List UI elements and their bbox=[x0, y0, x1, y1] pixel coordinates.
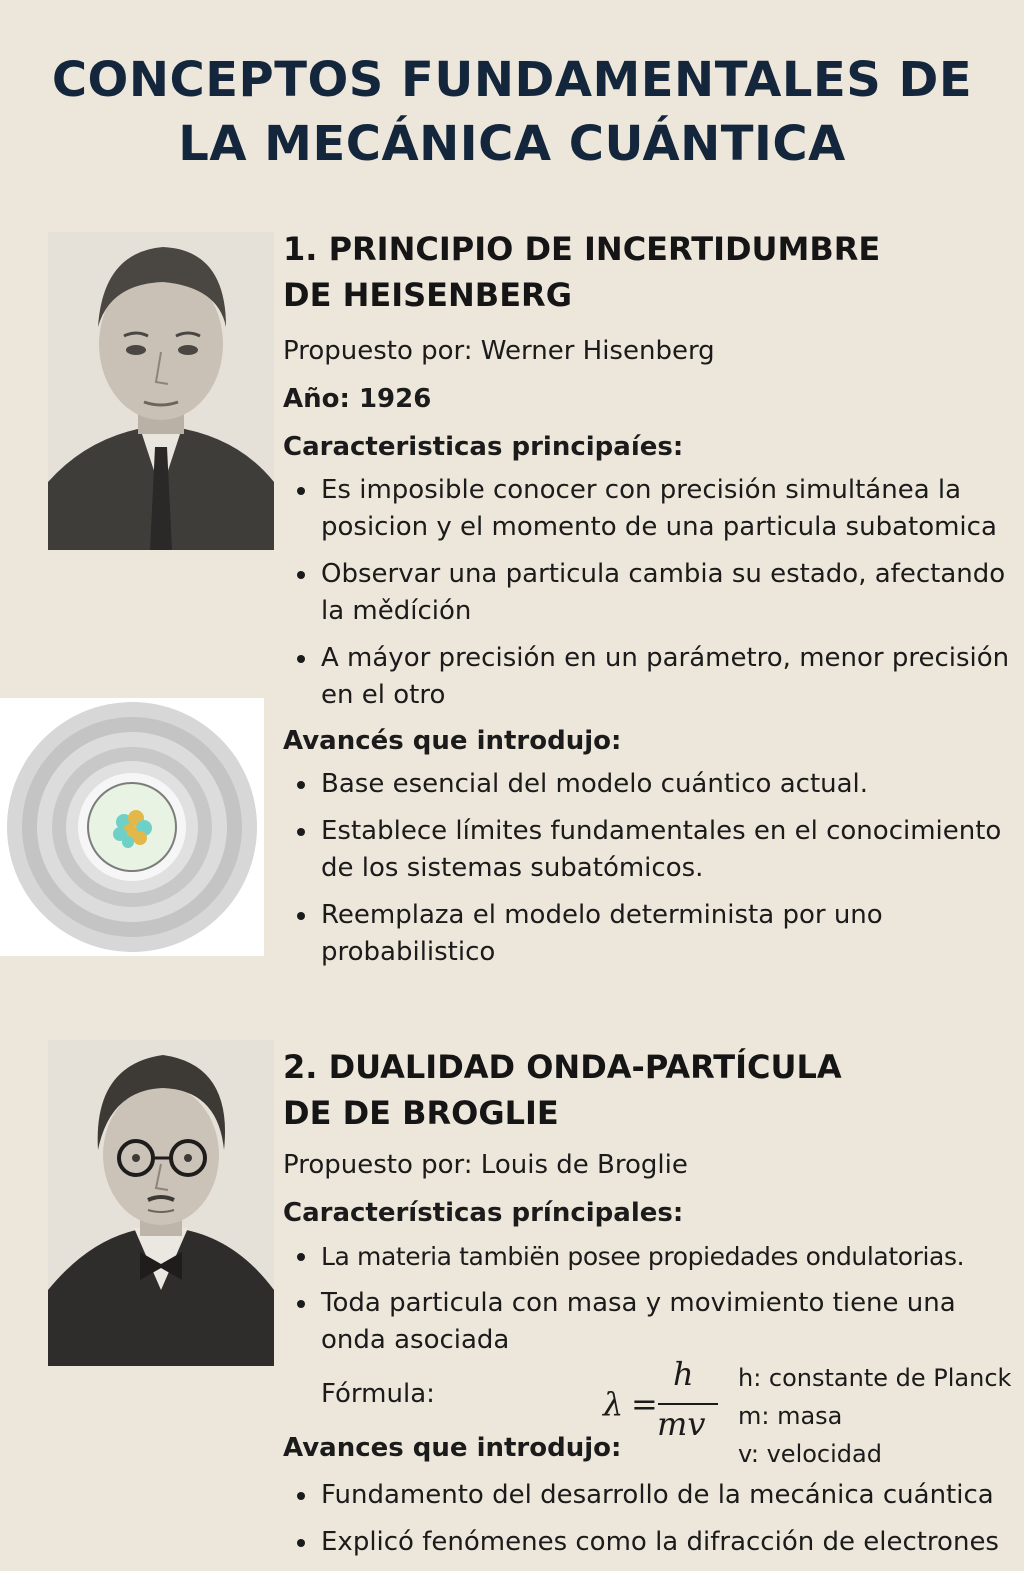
heisenberg-portrait bbox=[48, 232, 274, 550]
list-item: Fundamento del desarrollo de la mecánica cuántica bbox=[283, 1477, 1013, 1514]
formula-numerator: h bbox=[673, 1355, 694, 1393]
list-item: Observar una particula cambia su estado, afectando la mědíción bbox=[283, 556, 1013, 630]
list-item: Toda particula con masa y movimiento tiene una onda asociada bbox=[283, 1285, 1013, 1359]
section-2-features-label: Características príncipales: bbox=[283, 1198, 684, 1228]
legend-item: m: masa bbox=[738, 1402, 843, 1430]
legend-item: h: constante de Planck bbox=[738, 1364, 1012, 1392]
formula-equals: = bbox=[631, 1385, 658, 1423]
section-2-heading-line-1: 2. DUALIDAD ONDA-PARTÍCULA bbox=[283, 1048, 842, 1086]
list-item: Reemplaza el modelo determinista por uno probabilistico bbox=[283, 897, 1013, 971]
section-1-heading-line-1: 1. PRINCIPIO DE INCERTIDUMBRE bbox=[283, 230, 881, 268]
section-1-features-label: Caracteristicas principaíes: bbox=[283, 432, 684, 462]
section-heisenberg bbox=[283, 226, 1013, 981]
list-item: Es imposible conocer con precisión simultánea la posicion y el momento de una particula subatomica bbox=[283, 472, 1013, 546]
page-title-line-2: LA MECÁNICA CUÁNTICA bbox=[178, 116, 846, 172]
list-item: La materia tambiën posee propiedades ondulatorias. bbox=[283, 1238, 1013, 1275]
formula-denominator: mv bbox=[657, 1405, 706, 1443]
atom-illustration bbox=[0, 698, 264, 956]
section-2-features-list bbox=[283, 1238, 1013, 1359]
page-title-line-1: CONCEPTOS FUNDAMENTALES DE bbox=[51, 52, 973, 108]
list-item: Establece límites fundamentales en el conocimiento de los sistemas subatómicos. bbox=[283, 813, 1013, 887]
section-1-heading-line-2: DE HEISENBERG bbox=[283, 276, 572, 314]
formula-label: Fórmula: bbox=[321, 1379, 435, 1409]
section-1-advances-list bbox=[283, 766, 1013, 971]
section-2-advances-list bbox=[283, 1477, 1013, 1561]
section-2-heading bbox=[283, 1044, 1013, 1136]
page-title bbox=[0, 48, 1024, 176]
section-2-proposed-by: Propuesto por: Louis de Broglie bbox=[283, 1150, 688, 1180]
section-1-proposed-by: Propuesto por: Werner Hisenberg bbox=[283, 336, 715, 366]
formula-legend bbox=[738, 1359, 1011, 1473]
section-de-broglie bbox=[283, 1044, 1013, 1571]
section-1-features-list bbox=[283, 472, 1013, 714]
list-item: Explicó fenómenes como la difracción de electrones bbox=[283, 1524, 1013, 1561]
section-1-year: Año: 1926 bbox=[283, 384, 432, 414]
section-2-advances-label: Avances que introdujo: bbox=[283, 1433, 622, 1463]
section-1-heading bbox=[283, 226, 1013, 318]
list-item: A máyor precisión en un parámetro, menor precisión en el otro bbox=[283, 640, 1013, 714]
section-1-advances-label: Avancés que introdujo: bbox=[283, 726, 622, 756]
list-item: Base esencial del modelo cuántico actual. bbox=[283, 766, 1013, 803]
section-2-heading-line-2: DE DE BROGLIE bbox=[283, 1094, 559, 1132]
legend-item: v: velocidad bbox=[738, 1440, 882, 1468]
de-broglie-portrait bbox=[48, 1040, 274, 1366]
formula-lambda: λ bbox=[603, 1385, 624, 1423]
